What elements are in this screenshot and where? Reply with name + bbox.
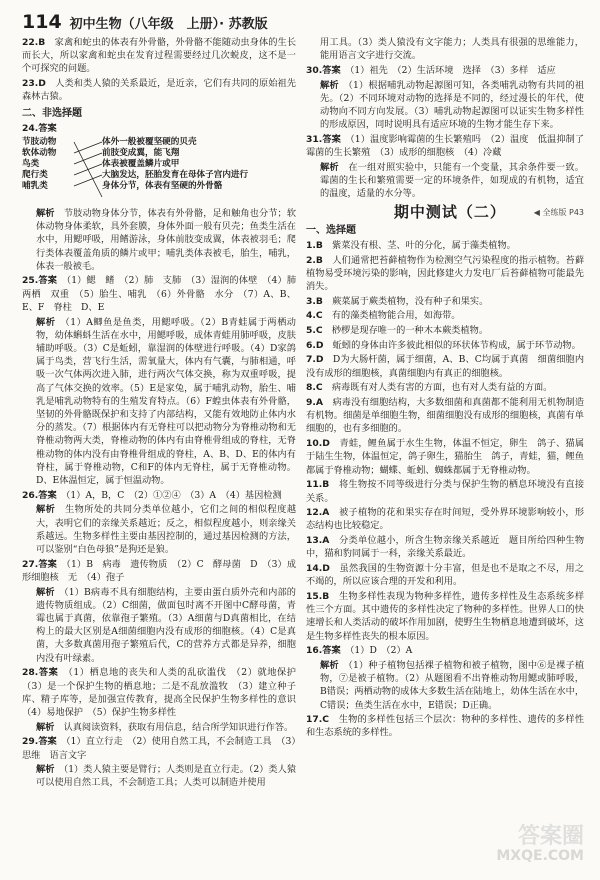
choice-item: 13.A 分类单位越小，所含生物亲缘关系越近 题目所给四种生物中，猫和豹同属于一科，亲缘关系最近。 (306, 535, 585, 560)
choice-answers-list (306, 239, 584, 643)
midterm-test-banner (306, 203, 584, 222)
answer-23: 23.D 人类和类人猿的关系最近，是近亲，它们有共同的原始祖先森林古猿。 (22, 78, 297, 103)
choice-item: 2.B 人们通常把苔藓植物作为检测空气污染程度的指示植物。苔藓植物易受环境污染的影响，因此修建火力发电厂后苔藓植物可能最先消失。 (306, 254, 585, 292)
answer-17: 17.C 生物的多样性包括三个层次：物种的多样性、遗传的多样性和生态系统的多样性。 (306, 714, 585, 739)
page-number: 114 (22, 11, 62, 33)
choice-item: 6.D 蚯蚓的身体由许多彼此相似的环状体节构成，属于环节动物。 (306, 339, 581, 351)
diagram-connector-lines (74, 137, 102, 203)
diagram-note: 体表被覆盖鳞片或甲 (102, 158, 180, 169)
choice-item: 11.B 将生物按不同等级进行分类与保护生物的栖息环境没有直接关系。 (306, 479, 585, 504)
classification-diagram (22, 137, 296, 203)
diagram-label: 软体动物 (22, 147, 57, 158)
analysis-25: 解析 （1）A鲫鱼是鱼类，用鳃呼吸。（2）B青蛙属于两栖动物，幼体蝌蚪生活在水中，用鳃呼吸，成体青蛙用肺呼吸，皮肤辅助呼吸。（3）C是蚯蚓，靠湿润的体壁进行呼吸。（4）D家鸽属于鸟类，营飞行生活，需氧量大，体内有气囊，与肺相通，呼吸一次气体两次进入肺，进行两次气体交换，称为双重呼吸，提高了气体交换的效率。（5）E是家兔，属于哺乳动物，胎生、哺乳是哺乳动物特有的生殖发育特点。（6）F蝗虫体表有外骨骼，坚韧的外骨骼既保护和支持了内部结构，又能有效地防止体内水分的蒸发。（7）根据体内有无脊柱可以把动物分为脊椎动物和无脊椎动物两大类，脊椎动物的体内有由脊椎骨组成的脊柱，无脊椎动物的体内没有由脊椎骨组成的脊柱，A、B、D、E的体内有脊柱，属于脊椎动物，C和F的体内无脊柱，属于无脊椎动物。D、E体温恒定，属于恒温动物。 (36, 316, 296, 486)
answer-25: 25.答案 （1）鳃 鳍 （2）肺 支肺 （3）湿润的体壁 （4）肺 两栖 双重 （5）胎生、哺乳 （6）外骨骼 水分 （7）A、B、E、F 脊柱 D、E (22, 275, 306, 313)
diagram-note: 体外一般被覆坚硬的贝壳 (102, 136, 197, 147)
analysis-28: 解析 认真阅读资料，获取有用信息，结合所学知识进行作答。 (36, 721, 294, 733)
diagram-note: 大脑发达，胚胎发育在母体子宫内进行 (102, 169, 249, 180)
diagram-label: 爬行类 (22, 169, 48, 180)
analysis-24: 解析 节肢动物身体分节，体表有外骨骼，足和触角也分节；软体动物身体柔软，具外套膜，身体外面一般有贝壳；鱼类生活在水中，用鳃呼吸，用鳍游泳，身体前肢变成翼，体表被羽毛；爬行类体表覆盖角质的鳞片或甲；哺乳类体表被毛，胎生，哺乳，体表一般被毛。 (36, 207, 297, 272)
choice-item: 3.B 蕨菜属于蕨类植物，没有种子和果实。 (306, 295, 489, 307)
analysis-16: 解析 （1）种子植物包括裸子植物和被子植物，图中⑥是裸子植物，⑦是被子植物。（2）从题图看不出脊椎动物用鳃或肺呼吸，B错误；两栖动物的成体大多数生活在陆地上，幼体生活在水中，C错误；鱼类生活在水中，E错误；D正确。 (320, 659, 585, 711)
analysis-29-continued: 用工具。（3）类人猿没有文字能力；人类具有很强的思维能力，能用语言文字进行交流。 (320, 37, 584, 62)
page-header (22, 10, 578, 34)
answer-28: 28.答案 （1）栖息地的丧失和人类的乱砍滥伐 （2）就地保护 （3）是一个保护生物的栖息地；二是不乱放滥牧 （3）建立种子库、精子库等，是加强宣传教育，提高全民保护生物多样性的意识 （4）易地保护 （5）保护生物多样性 (22, 667, 306, 718)
choice-item: 1.B 紫菜没有根、茎、叶的分化，属于藻类植物。 (306, 239, 516, 251)
diagram-notes (102, 137, 248, 203)
answer-30: 30.答案 （1）祖先 （2）生活环境 选择 （3）多样 适应 (306, 64, 556, 76)
analysis-27: 解析 （1）B病毒不具有细胞结构，主要由蛋白质外壳和内部的遗传物质组成。（2）C细菌，做面包时离不开图中C酵母菌，青霉也属于真菌，依靠孢子繁殖。（3）A细菌与D真菌相比，在结构上的最大区别是A细菌细胞内没有成形的细胞核。（4）C是真菌，大多数真菌用孢子繁殖后代，C的营养方式都是异养，细胞内没有叶绿素。 (36, 586, 296, 664)
answer-26: 26.答案 （1）A，B，C （2）①②④ （3）A （4）基因检测 (22, 489, 282, 501)
choice-item: 15.B 生物多样性表现为物种多样性，遗传多样性及生态系统多样性三个方面。其中遗传的多样性决定了物种的多样性。世界人口的快速增长和人类活动的破坏作用加剧，使野生生物栖息地遭到破坏，这是生物多样性丧失的根本原因。 (306, 590, 585, 642)
choice-item: 7.D D为大肠杆菌，属于细菌，A、B、C均属于真菌 细菌细胞内没有成形的细胞核，真菌细胞内有真正的细胞核。 (306, 354, 585, 379)
section-heading-choice: 一、选择题 (306, 224, 356, 236)
diagram-label: 鸟类 (22, 158, 40, 169)
diagram-labels (22, 137, 74, 203)
left-column (22, 36, 306, 872)
answer-24: 24.答案 (22, 122, 57, 134)
choice-item: 9.A 病毒没有细胞结构，大多数细菌和真菌都不能利用无机物制造有机物。细菌是单细胞生物，细菌细胞没有成形的细胞核，真菌有单细胞的，也有多细胞的。 (306, 397, 585, 435)
section-heading-nonchoice: 二、非选择题 (22, 107, 82, 119)
choice-item: 5.C 桫椤是现存唯一的一种木本蕨类植物。 (306, 325, 489, 337)
analysis-26: 解析 生物所处的共同分类单位越小，它们之间的相似程度越大，表明它们的亲缘关系越近；反之，相似程度越小，则亲缘关系越远。生物多样性主要由基因控制的，通过基因检测的方法，可以鉴别“白色母狼”是狗还是狼。 (36, 504, 297, 555)
analysis-29: 解析 （1）类人猿主要是臂行；人类则是直立行走。（2）类人猿可以使用自然工具，不会制造工具；人类可以制造并使用 (36, 764, 297, 789)
analysis-31: 解析 在一组对照实验中，只能有一个变量，其余条件要一致。霉菌的生长和繁殖需要一定的环境条件，如现成的有机物，适宜的温度，适量的水分等。 (320, 161, 584, 200)
choice-item: 8.C 病毒既有对人类有害的方面，也有对人类有益的方面。 (306, 382, 553, 394)
book-title: 初中生物（八年级 上册）· 苏教版 (69, 16, 268, 32)
diagram-label: 节肢动物 (22, 136, 57, 147)
watermark-logo (488, 826, 584, 870)
answer-27: 27.答案 （1）B 病毒 遗传物质 （2）C 酵母菌 D （3）成形细胞核 无 （4）孢子 (22, 558, 297, 583)
watermark-text: 答案圈 (517, 824, 584, 849)
diagram-note: 身体分节，体表有坚硬的外骨骼 (102, 180, 223, 191)
test-reference: ◀ 全练版 P43 (533, 208, 584, 218)
answer-22: 22.B 家禽和蛇虫的体表有外骨骼，外骨骼不能随动虫身体的生长而长大，所以家禽和蛇虫在发育过程需要经过几次蜕皮，这不是一个可探究的问题。 (22, 37, 297, 75)
choice-item: 10.D 青蛙，鲤鱼属于水生生物，体温不恒定，卵生 鸽子、猫属于陆生生物，体温恒定，鸽子卵生，猫胎生 鸽子，青蛙，猫，鲤鱼都属于脊椎动物；蝴蝶、蚯蚓、蜘蛛都属于无脊椎动物。 (306, 438, 585, 476)
choice-item: 14.D 虽然我国的生物资源十分丰富，但是也不是取之不尽，用之不竭的，所以应该合理的开发和利用。 (306, 563, 585, 588)
diagram-label: 哺乳类 (22, 180, 48, 191)
answer-16: 16.答案 （1）D （2）A (306, 645, 413, 657)
watermark-url: MXQE.COM (496, 848, 584, 864)
diagram-note: 前肢变成翼，能飞翔 (102, 147, 180, 158)
choice-item: 12.A 被子植物的花和果实存在时间短，受外界环境影响较小，形态结构也比较稳定。 (306, 507, 585, 532)
choice-item: 4.C 有的藻类植物能合用，如海带。 (306, 310, 461, 322)
answer-29: 29.答案 （1）直立行走 （2）使用自然工具，不会制造工具 （3）思维 语言文字 (22, 736, 296, 761)
answer-31: 31.答案 （1）温度影响霉菌的生长繁殖吗 （2）温度 低温抑制了霉菌的生长繁殖 （3）成形的细胞核 （4）冷藏 (306, 133, 585, 159)
right-column (306, 36, 584, 872)
analysis-30: 解析 （1）根据哺乳动物起源图可知，各类哺乳动物有共同的祖先。（2）不同环境对动物的选择是不同的，经过漫长的年代，使动物向不同方向发展。（3）哺乳动物起源图可以证实生物多样性的形成原因，同时说明具有适应环境的生物才能生存下来。 (320, 79, 585, 131)
test-title: 期中测试（二） (393, 203, 506, 222)
